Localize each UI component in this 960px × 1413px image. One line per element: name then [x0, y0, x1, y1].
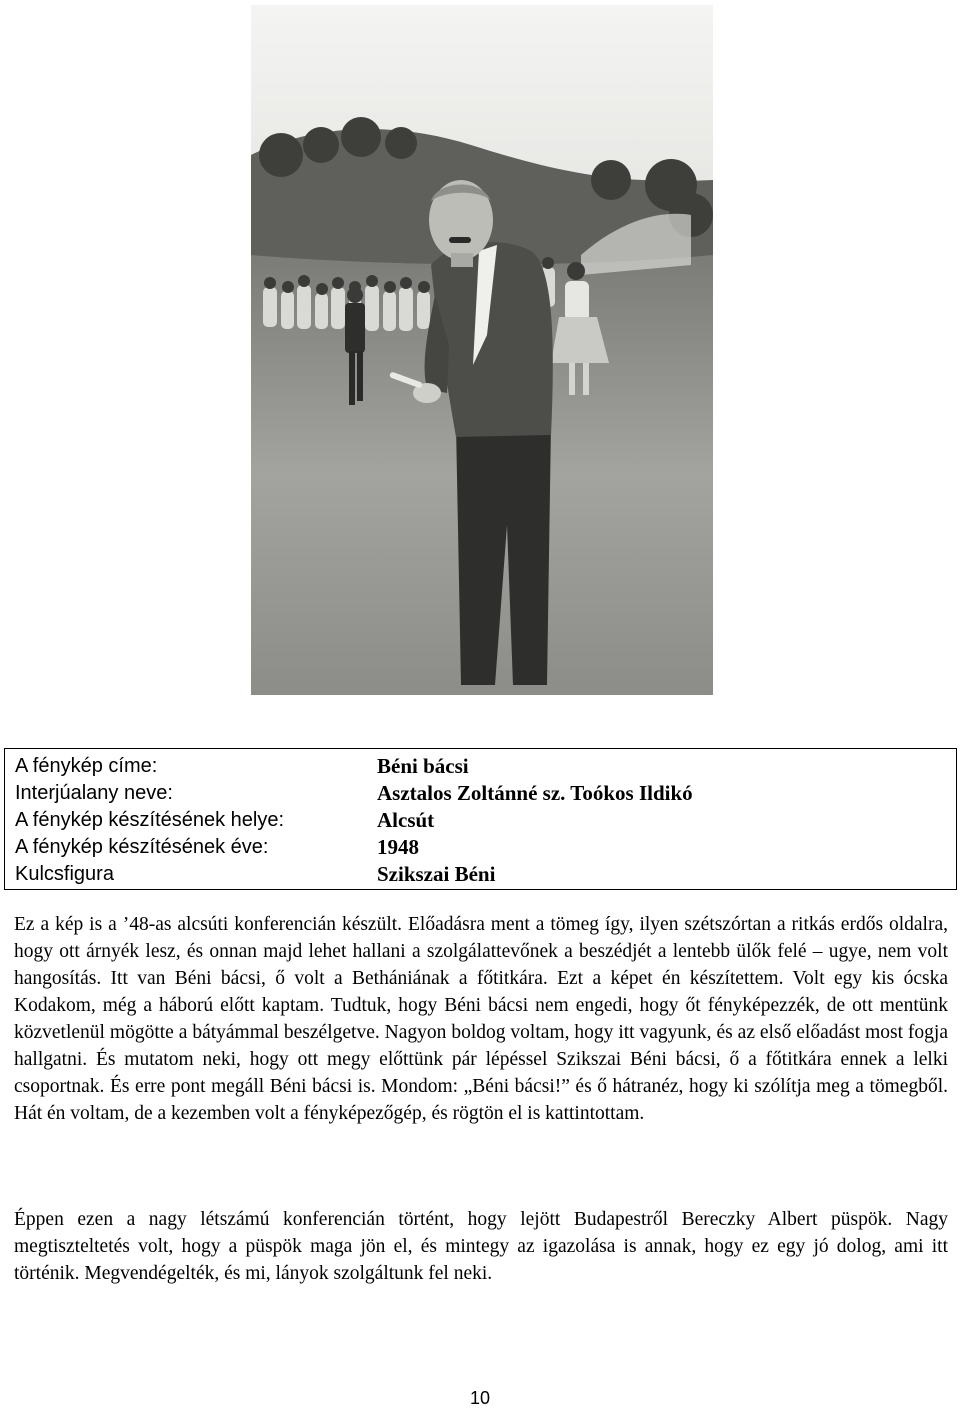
body-paragraph: Ez a kép is a ’48-as alcsúti konferencián készült. Előadásra ment a tömeg így, ilyen szétszórtan a ritkás erdős oldalra, hogy ott árnyék lesz, és onnan majd lehet hallani a szolgálattevőnek a beszédjét a lentebb ülők felé – ugye, nem volt hangosítás. Itt van Béni bácsi, ő volt a Bethániának a főtitkára. Ezt a képet én készítettem. Volt egy kis ócska Kodakom, még a háború előtt kaptam. Tudtuk, hogy Béni bácsi nem engedi, hogy őt fényképezzék, de ott mentünk közvetlenül mögötte a bátyámmal beszélgetve. Nagyon boldog voltam, hogy itt vagyunk, és az első előadást most fogja hallgatni. És mutatom neki, hogy ott megy előttünk pár lépéssel Szikszai Béni bácsi, ő a főtitkára ennek a lelki csoportnak. És erre pont megáll Béni bácsi is. Mondom: „Béni bácsi!” és ő hátranéz, hogy ki szólítja meg a tömegből. Hát én voltam, de a kezemben volt a fényképezőgép, és rögtön el is kattintottam.: [14, 914, 948, 1124]
info-row-interviewee: [15, 780, 945, 807]
info-value: Béni bácsi: [377, 754, 469, 778]
photo-info-box: [4, 748, 957, 890]
info-value: Asztalos Zoltánné sz. Toókos Ildikó: [377, 781, 693, 805]
info-row-key-figure: [15, 861, 945, 888]
info-label: Interjúalany neve:: [15, 782, 173, 804]
info-row-year: [15, 834, 945, 861]
info-row-title: [15, 753, 945, 780]
info-label: A fénykép készítésének éve:: [15, 836, 269, 858]
info-label: A fénykép készítésének helye:: [15, 809, 285, 831]
info-value: Alcsút: [377, 808, 435, 832]
photograph-scene: [251, 5, 713, 695]
info-value: 1948: [377, 835, 419, 859]
photograph: [251, 5, 713, 695]
page-number: 10: [469, 1388, 491, 1408]
info-label: A fénykép címe:: [15, 755, 158, 777]
info-label: Kulcsfigura: [15, 863, 114, 885]
info-row-place: [15, 807, 945, 834]
body-paragraph: Éppen ezen a nagy létszámú konferencián történt, hogy lejött Budapestről Bereczky Albert püspök. Nagy megtiszteltetés volt, hogy a püspök maga jön el, és mintegy az igazolása is annak, hogy ez egy jó dolog, ami itt történik. Megvendégelték, és mi, lányok szolgáltunk fel neki.: [14, 1209, 948, 1284]
info-value: Szikszai Béni: [377, 862, 496, 886]
